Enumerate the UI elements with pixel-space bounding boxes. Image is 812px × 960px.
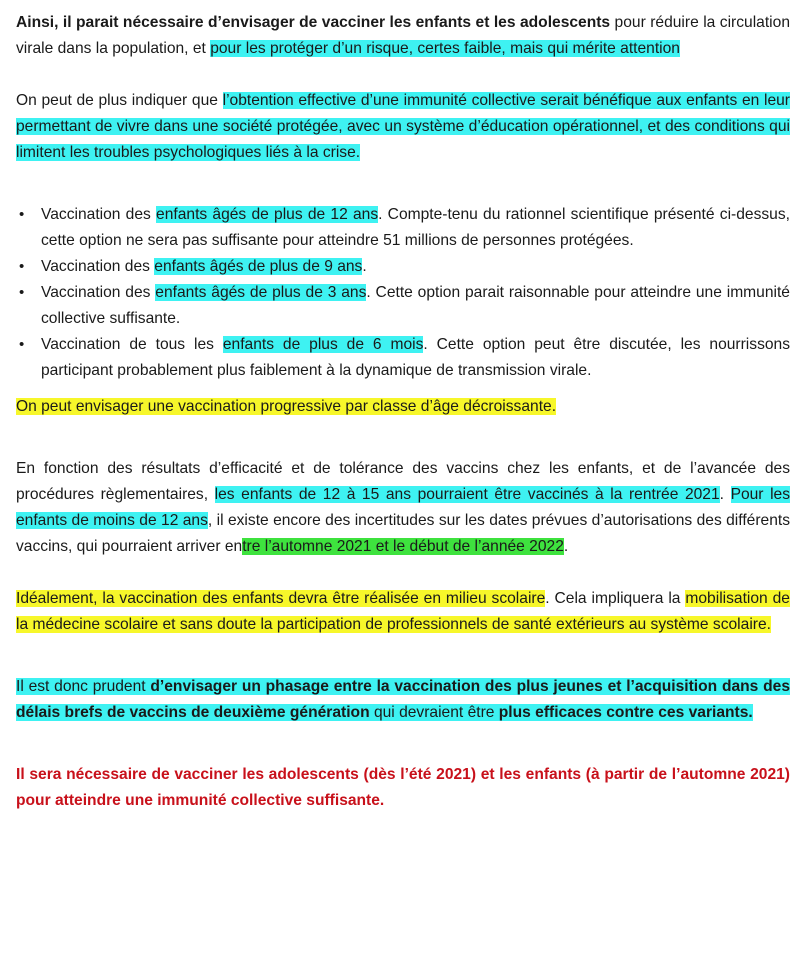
paragraph-conclusion: Il sera nécessaire de vacciner les adolescents (dès l’été 2021) et les enfants (à partir de l’automne 2021) pour atteindre une immunité collective suffisante. (16, 766, 790, 809)
school-text: . Cela impliquera la (545, 590, 686, 607)
phasing-bold-end: plus efficaces contre ces variants. (498, 704, 753, 721)
school-highlight-2: mobilisation de la médecine scolaire et sans doute la participation de professionnels de santé extérieurs au système scolaire. (16, 590, 790, 633)
bullet-text: Vaccination des (41, 206, 157, 223)
bullet-highlight: enfants âgés de plus de 12 ans (156, 206, 379, 223)
bullet-text: Vaccination des (41, 258, 155, 275)
bullet-text: . (362, 258, 367, 275)
bullet-text: . Cette option peut être discutée, les nourrissons participant probablement plus faiblement à la dynamique de transmission virale. (41, 336, 791, 379)
bullet-text: Vaccination de tous les (41, 336, 223, 353)
vaccination-options-list (16, 202, 790, 384)
bullet-text: . Cette option parait raisonnable pour atteindre une immunité collective suffisante. (41, 284, 790, 327)
list-item (16, 254, 790, 280)
phasing-text: qui devraient être (369, 704, 499, 721)
progressive-highlight: On peut envisager une vaccination progressive par classe d’âge décroissante. (16, 398, 557, 415)
timeline-highlight-12-15: les enfants de 12 à 15 ans pourraient être vaccinés à la rentrée 2021 (214, 486, 720, 503)
intro-text: pour réduire la circulation virale dans la population, et (16, 14, 790, 57)
paragraph-intro (16, 10, 790, 62)
immunity-highlight: l’obtention effective d’une immunité collective serait bénéfique aux enfants en leur permettant de vivre dans une société protégée, avec un système d’éducation opérationnel, et des conditions qui limitent les troubles psychologiques liés à la crise. (16, 92, 790, 161)
bullet-highlight: enfants âgés de plus de 3 ans (155, 284, 367, 301)
phasing-bold: d’envisager un phasage entre la vaccination des plus jeunes et l’acquisition dans des délais brefs de vaccins de deuxième génération (16, 678, 790, 721)
timeline-highlight-under-12: Pour les enfants de moins de 12 ans (16, 486, 791, 529)
timeline-highlight-dates: tre l’automne 2021 et le début de l’année 2022 (242, 538, 564, 555)
paragraph-phasing (16, 674, 790, 726)
phasing-text: Il est donc prudent (16, 678, 151, 695)
bullet-highlight: enfants âgés de plus de 9 ans (154, 258, 363, 275)
paragraph-timeline (16, 456, 790, 560)
timeline-text: , il existe encore des incertitudes sur les dates prévues d’autorisations des différents vaccins, qui pourraient arriver en (16, 512, 790, 555)
paragraph-collective-immunity (16, 88, 790, 166)
list-item (16, 332, 790, 384)
intro-highlight: pour les protéger d’un risque, certes faible, mais qui mérite attention (210, 40, 680, 57)
bullet-highlight: enfants de plus de 6 mois (222, 336, 424, 353)
immunity-text: On peut de plus indiquer que (16, 92, 223, 109)
bullet-text: . Compte-tenu du rationnel scientifique présenté ci-dessus, cette option ne sera pas suffisante pour atteindre 51 millions de personnes protégées. (41, 206, 790, 249)
school-highlight: Idéalement, la vaccination des enfants devra être réalisée en milieu scolaire (16, 590, 546, 607)
intro-bold-text: Ainsi, il parait nécessaire d’envisager de vacciner les enfants et les adolescents (16, 14, 611, 31)
timeline-text: En fonction des résultats d’efficacité et de tolérance des vaccins chez les enfants, et de l’avancée des procédures règlementaires, (16, 460, 790, 503)
paragraph-school (16, 586, 790, 638)
bullet-text: Vaccination des (41, 284, 156, 301)
list-item (16, 202, 790, 254)
paragraph-progressive (16, 394, 790, 420)
timeline-text: . (563, 538, 569, 555)
timeline-text: . (719, 486, 731, 503)
phasing-highlight (16, 678, 790, 721)
list-item (16, 280, 790, 332)
